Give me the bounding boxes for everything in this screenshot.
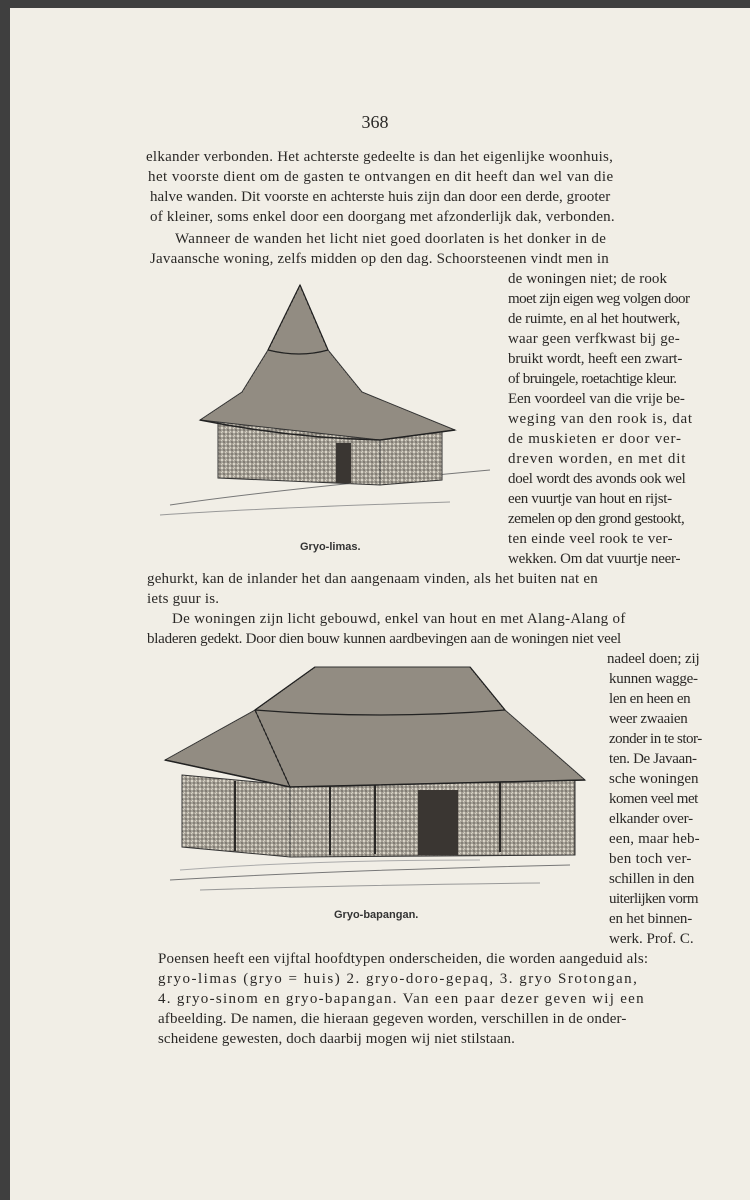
text-line: De woningen zijn licht gebouwd, enkel van hout en met Alang-Alang of [172, 611, 626, 627]
text-line: werk. Prof. C. [609, 931, 694, 947]
text-line: elkander verbonden. Het achterste gedeelte is dan het eigenlijke woonhuis, [146, 149, 614, 165]
text-line: Javaansche woning, zelfs midden op den dag. Schoorsteenen vindt men in [150, 251, 609, 267]
text-line: of bruingele, roetachtige kleur. [508, 371, 677, 387]
text-line: gryo-limas (gryo = huis) 2. gryo-doro-gepaq, 3. gryo Srotongan, [158, 971, 639, 987]
text-line: nadeel doen; zij [607, 651, 700, 667]
text-line: Een voordeel van die vrije be- [508, 391, 685, 407]
text-line: zonder in te stor- [609, 731, 702, 747]
text-line: Poensen heeft een vijftal hoofdtypen onderscheiden, die worden aangeduid als: [158, 951, 649, 967]
text-line: Wanneer de wanden het licht niet goed doorlaten is het donker in de [175, 231, 607, 247]
text-line: scheidene gewesten, doch daarbij mogen wij niet stilstaan. [158, 1031, 515, 1047]
text-line: iets guur is. [147, 591, 220, 607]
text-line: gehurkt, kan de inlander het dan aangenaam vinden, als het buiten nat en [147, 571, 598, 587]
text-line: sche woningen [609, 771, 699, 787]
text-line: weging van den rook is, dat [508, 411, 693, 427]
text-line: ten. De Javaan- [609, 751, 697, 767]
text-line: len en heen en [609, 691, 691, 707]
text-line: komen veel met [609, 791, 698, 807]
text-line: de muskieten er door ver- [508, 431, 682, 447]
text-line: de woningen niet; de rook [508, 271, 668, 287]
text-line: bruikt wordt, heeft een zwart- [508, 351, 683, 367]
text-line: uiterlijken vorm [609, 891, 699, 907]
text-line: de ruimte, en al het houtwerk, [508, 311, 681, 327]
text-line: een, maar heb- [609, 831, 700, 847]
text-line: afbeelding. De namen, die hieraan gegeven worden, verschillen in de onder- [158, 1011, 627, 1027]
text-line: zemelen op den grond gestookt, [508, 511, 685, 527]
gryo-limas-illustration [150, 280, 500, 530]
text-line: en het binnen- [609, 911, 693, 927]
text-line: kunnen wagge- [609, 671, 698, 687]
text-line: wekken. Om dat vuurtje neer- [508, 551, 681, 567]
text-line: ten einde veel rook te ver- [508, 531, 673, 547]
text-line: een vuurtje van hout en rijst- [508, 491, 672, 507]
text-line: of kleiner, soms enkel door een doorgang met afzonderlijk dak, verbonden. [150, 209, 615, 225]
text-line: elkander over- [609, 811, 693, 827]
text-line: halve wanden. Dit voorste en achterste huis zijn dan door een derde, grooter [150, 189, 611, 205]
text-line: dreven worden, en met dit [508, 451, 687, 467]
text-line: weer zwaaien [609, 711, 688, 727]
text-line: moet zijn eigen weg volgen door [508, 291, 690, 307]
text-line: schillen in den [609, 871, 695, 887]
text-line: ben toch ver- [609, 851, 692, 867]
gryo-bapangan-illustration [160, 665, 600, 905]
figure-caption: Gryo-limas. [300, 541, 361, 553]
text-line: doel wordt des avonds ook wel [508, 471, 686, 487]
text-line: waar geen verfkwast bij ge- [508, 331, 680, 347]
text-line: 4. gryo-sinom en gryo-bapangan. Van een paar dezer geven wij een [158, 991, 645, 1007]
text-line: het voorste dient om de gasten te ontvangen en dit heeft dan wel van die [148, 169, 614, 185]
page-number: 368 [361, 112, 389, 132]
text-line: bladeren gedekt. Door dien bouw kunnen aardbevingen aan de woningen niet veel [147, 631, 621, 647]
figure-caption: Gryo-bapangan. [334, 909, 419, 921]
